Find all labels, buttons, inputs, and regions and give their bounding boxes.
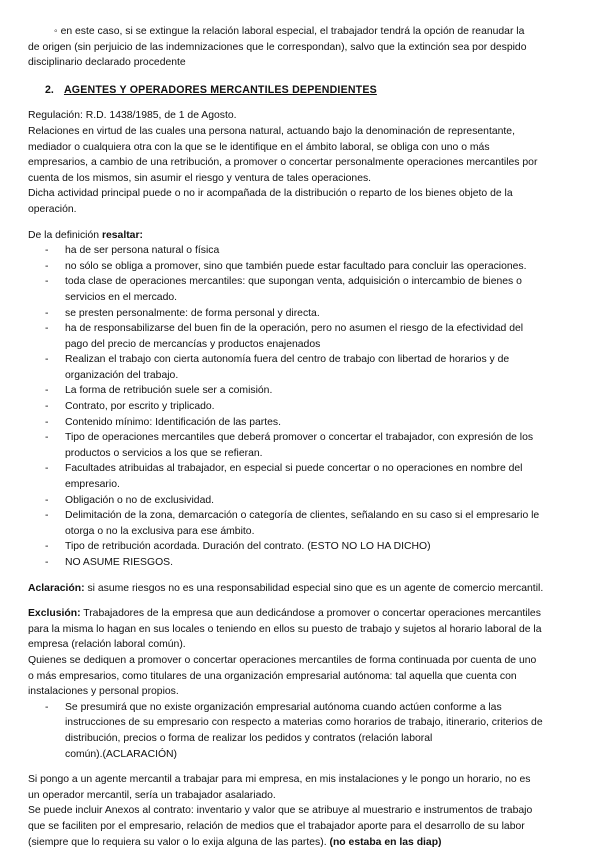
text-line: un operador mercantil, sería un trabajador asalariado. [28,788,584,804]
list-item [28,493,584,509]
list-item [28,555,584,571]
list-item [28,306,584,322]
list-item-text: productos o servicios a los que se refieran. [65,446,584,462]
intro-paragraph [28,24,584,71]
dash-bullet: - [45,461,48,477]
list-item-text: Tipo de retribución acordada. Duración del contrato. (ESTO NO LO HA DICHO) [65,539,584,555]
text-line: empresa (relación laboral común). [28,637,584,653]
dash-bullet: - [45,383,48,399]
final-note: (no estaba en las diap) [330,837,442,848]
aclaracion-label: Aclaración: [28,583,85,594]
list-item [28,399,584,415]
list-item-text: organización del trabajo. [65,368,584,384]
list-item-text: servicios en el mercado. [65,290,584,306]
text-line: Dicha actividad principal puede o no ir acompañada de la distribución o reparto de los bienes objeto de la [28,186,584,202]
list-item-text: ha de ser persona natural o física [65,243,584,259]
list-item-text: Tipo de operaciones mercantiles que deberá promover o concertar el trabajador, con expresión de los [65,430,584,446]
section-title: AGENTES Y OPERADORES MERCANTILES DEPENDIENTES [64,84,377,96]
dash-bullet: - [45,352,48,368]
list-item-text: ha de responsabilizarse del buen fin de la operación, pero no asumen el riesgo de la efectividad del [65,321,584,337]
list-item-text: otorga o no la exclusiva para ese ámbito. [65,524,584,540]
list-item-text: toda clase de operaciones mercantiles: que supongan venta, adquisición o intercambio de bienes o [65,274,584,290]
definicion-bold: resaltar: [102,230,143,241]
final-paragraph [28,772,584,850]
list-item [28,539,584,555]
list-item [28,415,584,431]
text-line [28,606,584,622]
list-item-text: La forma de retribución suele ser a comisión. [65,383,584,399]
list-item-text: empresario. [65,477,584,493]
dash-bullet: - [45,700,48,716]
list-item-text: no sólo se obliga a promover, sino que también puede estar facultado para concluir las operaciones. [65,259,584,275]
definicion-list [28,243,584,570]
section-number: 2. [45,83,61,99]
definicion-intro [28,228,584,244]
dash-bullet: - [45,274,48,290]
text-line: mediador o cualquiera otra con la que se le identifique en el ámbito laboral, se obliga con uno o más [28,140,584,156]
text-line: Se puede incluir Anexos al contrato: inventario y valor que se atribuye al muestrario e instrumentos de trabajo [28,803,584,819]
intro-line: de origen (sin perjuicio de las indemnizaciones que le correspondan), salvo que la extinción sea por despido [28,40,584,56]
text-line: Se presumirá que no existe organización empresarial autónoma cuando actúen conforme a las [65,700,584,716]
text-line: empresarios, a cambio de una retribución, a promover o concertar personalmente operaciones mercantiles por [28,155,584,171]
dash-bullet: - [45,415,48,431]
text-line: común).(ACLARACIÓN) [65,747,584,763]
exclusion-label: Exclusión: [28,608,81,619]
exclusion-paragraph [28,606,584,700]
definicion-prefix: De la definición [28,230,102,241]
list-item-text: Realizan el trabajo con cierta autonomía fuera del centro de trabajo con libertad de horarios y de [65,352,584,368]
text-line: operación. [28,202,584,218]
aclaracion-text: si asume riesgos no es una responsabilidad especial sino que es un agente de comercio mercantil. [85,583,544,594]
regulacion-paragraph [28,108,584,217]
exclusion-text: Trabajadores de la empresa que aun dedicándose a promover o concertar operaciones mercantiles [81,608,541,619]
list-item-text: Facultades atribuidas al trabajador, en especial si puede concertar o no operaciones en nombre del [65,461,584,477]
dash-bullet: - [45,430,48,446]
list-item-text: pago del precio de mercancías y productos enajenados [65,337,584,353]
list-item-text: Obligación o no de exclusividad. [65,493,584,509]
aclaracion-paragraph [28,581,584,597]
list-item [28,430,584,461]
list-item [28,352,584,383]
list-item-text: se presten personalmente: de forma personal y directa. [65,306,584,322]
dash-bullet: - [45,243,48,259]
text-line: Relaciones en virtud de las cuales una persona natural, actuando bajo la denominación de representante, [28,124,584,140]
final-text: (siempre que lo requiera su valor o lo exija alguna de las partes). [28,837,330,848]
text-line: instalaciones y personal propios. [28,684,584,700]
list-item [28,274,584,305]
list-item [28,243,584,259]
dash-bullet: - [45,399,48,415]
text-line: Quienes se dediquen a promover o concertar operaciones mercantiles de forma continuada por cuenta de uno [28,653,584,669]
list-item-text: Delimitación de la zona, demarcación o categoría de clientes, señalando en su caso si el empresario le [65,508,584,524]
list-item [28,700,584,762]
list-item-text: Contrato, por escrito y triplicado. [65,399,584,415]
document-page [28,24,584,850]
text-line: distribución, precios o forma de realizar los pedidos y contratos (relación laboral [65,731,584,747]
dash-bullet: - [45,508,48,524]
intro-line: disciplinario declarado procedente [28,55,584,71]
list-item-text: Contenido mínimo: Identificación de las partes. [65,415,584,431]
dash-bullet: - [45,321,48,337]
text-line: Si pongo a un agente mercantil a trabajar para mi empresa, en mis instalaciones y le pongo un horario, no es [28,772,584,788]
intro-line: ◦ en este caso, si se extingue la relación laboral especial, el trabajador tendrá la opción de reanudar la [28,24,584,40]
list-item [28,259,584,275]
text-line: o más empresarios, como titulares de una organización empresarial autónoma: tal aquella que cuenta con [28,669,584,685]
list-item-text: NO ASUME RIESGOS. [65,555,584,571]
dash-bullet: - [45,539,48,555]
text-line: para la misma lo hagan en sus locales o teniendo en ellos su puesto de trabajo y sujetos al horario laboral de la [28,622,584,638]
text-line: instrucciones de su empresario con respecto a materias como horarios de trabajo, itinerario, criterios de [65,715,584,731]
text-line: Regulación: R.D. 1438/1985, de 1 de Agosto. [28,108,584,124]
dash-bullet: - [45,306,48,322]
exclusion-sublist [28,700,584,762]
text-line: que se faciliten por el empresario, relación de medios que el trabajador aporte para el desarrollo de su labor [28,819,584,835]
dash-bullet: - [45,493,48,509]
list-item [28,461,584,492]
list-item [28,321,584,352]
dash-bullet: - [45,259,48,275]
section-heading [28,83,584,99]
list-item [28,383,584,399]
text-line: cuenta de los mismos, sin asumir el riesgo y ventura de tales operaciones. [28,171,584,187]
list-item [28,508,584,539]
dash-bullet: - [45,555,48,571]
